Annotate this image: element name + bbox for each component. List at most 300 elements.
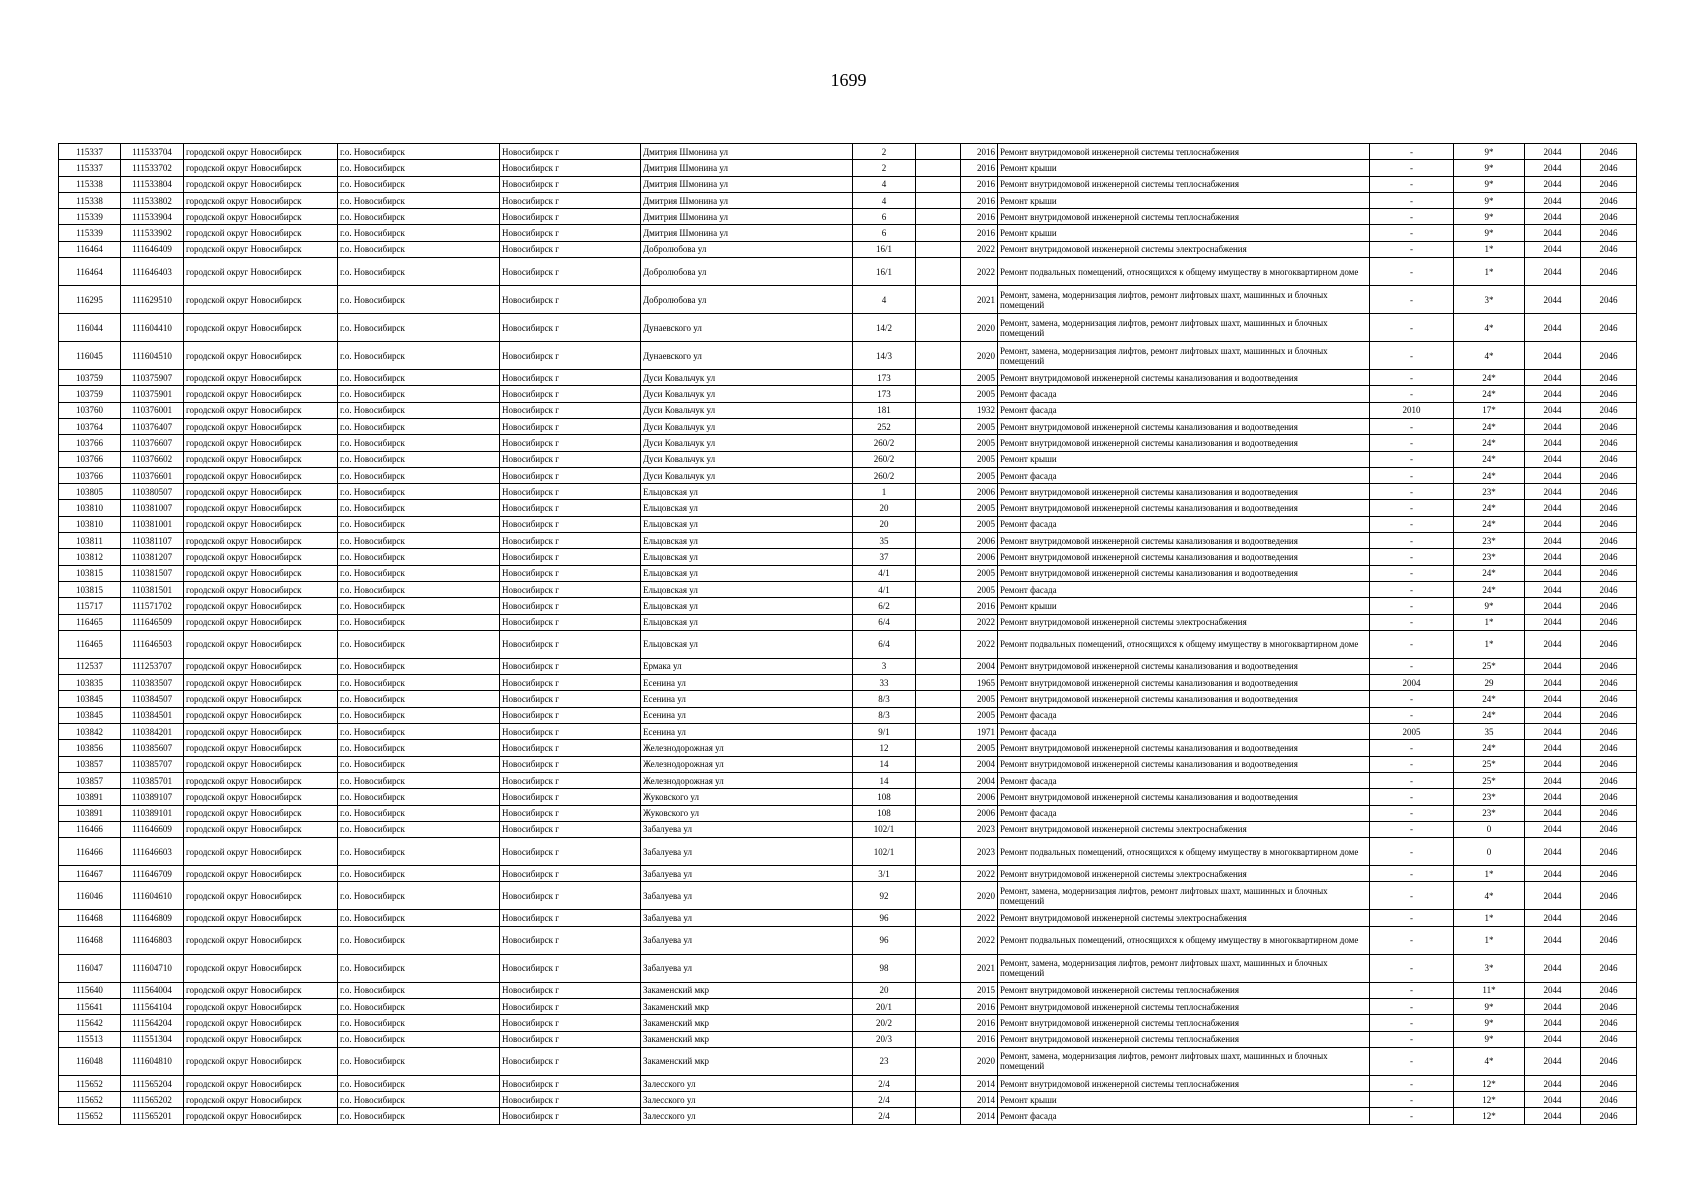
cell-building xyxy=(916,821,961,837)
cell-settlement: г.о. Новосибирск xyxy=(338,1108,500,1124)
cell-planned-start-year: 2044 xyxy=(1525,910,1581,926)
cell-street: Железнодорожная ул xyxy=(641,756,853,772)
cell-building xyxy=(916,982,961,998)
cell-city: Новосибирск г xyxy=(500,614,641,630)
cell-planned-start-year: 2044 xyxy=(1525,225,1581,241)
cell-municipal-district: городской округ Новосибирск xyxy=(184,707,338,723)
cell-city: Новосибирск г xyxy=(500,740,641,756)
cell-work-id: 110376601 xyxy=(121,467,184,483)
cell-house-id: 103759 xyxy=(59,386,121,402)
cell-street: Добролюбова ул xyxy=(641,241,853,257)
cell-year: 2022 xyxy=(961,910,998,926)
cell-service-life: 1* xyxy=(1454,866,1525,882)
cell-house-number: 4 xyxy=(853,286,916,314)
cell-city: Новосибирск г xyxy=(500,982,641,998)
cell-house-id: 103857 xyxy=(59,772,121,788)
cell-year: 2014 xyxy=(961,1075,998,1091)
cell-work-id: 110376407 xyxy=(121,418,184,434)
cell-building xyxy=(916,630,961,658)
cell-last-repair-year: - xyxy=(1370,740,1454,756)
cell-city: Новосибирск г xyxy=(500,1108,641,1124)
cell-last-repair-year: - xyxy=(1370,314,1454,342)
cell-year: 2016 xyxy=(961,225,998,241)
table-row xyxy=(59,707,1637,723)
cell-work-type: Ремонт внутридомовой инженерной системы электроснабжения xyxy=(998,866,1370,882)
cell-planned-start-year: 2044 xyxy=(1525,386,1581,402)
cell-building xyxy=(916,998,961,1014)
cell-city: Новосибирск г xyxy=(500,314,641,342)
cell-building xyxy=(916,707,961,723)
cell-municipal-district: городской округ Новосибирск xyxy=(184,658,338,674)
cell-street: Жуковского ул xyxy=(641,789,853,805)
cell-work-type: Ремонт внутридомовой инженерной системы канализования и водоотведения xyxy=(998,549,1370,565)
cell-planned-start-year: 2044 xyxy=(1525,1108,1581,1124)
cell-service-life: 25* xyxy=(1454,658,1525,674)
table-row xyxy=(59,821,1637,837)
cell-street: Дуси Ковальчук ул xyxy=(641,386,853,402)
cell-year: 2021 xyxy=(961,286,998,314)
cell-street: Забалуева ул xyxy=(641,838,853,866)
table-row xyxy=(59,342,1637,370)
cell-year: 1932 xyxy=(961,402,998,418)
cell-planned-start-year: 2044 xyxy=(1525,533,1581,549)
cell-house-number: 14/2 xyxy=(853,314,916,342)
cell-work-id: 110389107 xyxy=(121,789,184,805)
cell-house-id: 103766 xyxy=(59,435,121,451)
cell-house-id: 115337 xyxy=(59,160,121,176)
cell-work-id: 111646503 xyxy=(121,630,184,658)
cell-house-number: 2 xyxy=(853,144,916,160)
table-row xyxy=(59,882,1637,910)
cell-house-number: 12 xyxy=(853,740,916,756)
table-body xyxy=(59,144,1637,1125)
cell-planned-start-year: 2044 xyxy=(1525,805,1581,821)
cell-city: Новосибирск г xyxy=(500,805,641,821)
cell-year: 2020 xyxy=(961,342,998,370)
cell-work-type: Ремонт, замена, модернизация лифтов, ремонт лифтовых шахт, машинных и блочных помещений xyxy=(998,314,1370,342)
cell-year: 2005 xyxy=(961,500,998,516)
cell-year: 2015 xyxy=(961,982,998,998)
cell-service-life: 1* xyxy=(1454,258,1525,286)
cell-city: Новосибирск г xyxy=(500,691,641,707)
cell-house-number: 3/1 xyxy=(853,866,916,882)
cell-municipal-district: городской округ Новосибирск xyxy=(184,821,338,837)
cell-municipal-district: городской округ Новосибирск xyxy=(184,1075,338,1091)
cell-service-life: 11* xyxy=(1454,982,1525,998)
cell-municipal-district: городской округ Новосибирск xyxy=(184,756,338,772)
cell-house-id: 103815 xyxy=(59,565,121,581)
cell-service-life: 25* xyxy=(1454,772,1525,788)
cell-service-life: 17* xyxy=(1454,402,1525,418)
cell-work-type: Ремонт внутридомовой инженерной системы электроснабжения xyxy=(998,614,1370,630)
cell-planned-start-year: 2044 xyxy=(1525,821,1581,837)
cell-work-id: 111564104 xyxy=(121,998,184,1014)
cell-year: 2016 xyxy=(961,144,998,160)
cell-work-type: Ремонт фасада xyxy=(998,772,1370,788)
cell-municipal-district: городской округ Новосибирск xyxy=(184,370,338,386)
cell-building xyxy=(916,160,961,176)
cell-service-life: 9* xyxy=(1454,598,1525,614)
cell-city: Новосибирск г xyxy=(500,1092,641,1108)
cell-house-id: 116048 xyxy=(59,1047,121,1075)
cell-work-type: Ремонт крыши xyxy=(998,192,1370,208)
cell-house-id: 103810 xyxy=(59,500,121,516)
cell-house-id: 103891 xyxy=(59,789,121,805)
cell-year: 1971 xyxy=(961,724,998,740)
cell-municipal-district: городской округ Новосибирск xyxy=(184,838,338,866)
table-row xyxy=(59,724,1637,740)
cell-work-type: Ремонт фасада xyxy=(998,516,1370,532)
cell-service-life: 24* xyxy=(1454,707,1525,723)
cell-street: Ельцовская ул xyxy=(641,500,853,516)
cell-last-repair-year: - xyxy=(1370,241,1454,257)
cell-service-life: 24* xyxy=(1454,451,1525,467)
cell-city: Новосибирск г xyxy=(500,418,641,434)
cell-city: Новосибирск г xyxy=(500,160,641,176)
cell-municipal-district: городской округ Новосибирск xyxy=(184,882,338,910)
cell-work-id: 111629510 xyxy=(121,286,184,314)
cell-city: Новосибирск г xyxy=(500,954,641,982)
cell-planned-end-year: 2046 xyxy=(1581,144,1637,160)
cell-municipal-district: городской округ Новосибирск xyxy=(184,402,338,418)
cell-city: Новосибирск г xyxy=(500,789,641,805)
cell-building xyxy=(916,882,961,910)
cell-city: Новосибирск г xyxy=(500,342,641,370)
cell-building xyxy=(916,740,961,756)
cell-settlement: г.о. Новосибирск xyxy=(338,402,500,418)
cell-work-id: 111604510 xyxy=(121,342,184,370)
cell-street: Залесского ул xyxy=(641,1092,853,1108)
cell-last-repair-year: - xyxy=(1370,370,1454,386)
cell-planned-end-year: 2046 xyxy=(1581,789,1637,805)
cell-street: Есенина ул xyxy=(641,691,853,707)
cell-house-number: 6/2 xyxy=(853,598,916,614)
cell-planned-end-year: 2046 xyxy=(1581,998,1637,1014)
cell-building xyxy=(916,598,961,614)
cell-building xyxy=(916,1047,961,1075)
cell-work-type: Ремонт крыши xyxy=(998,598,1370,614)
cell-last-repair-year: - xyxy=(1370,838,1454,866)
cell-planned-end-year: 2046 xyxy=(1581,241,1637,257)
cell-municipal-district: городской округ Новосибирск xyxy=(184,926,338,954)
cell-service-life: 9* xyxy=(1454,1015,1525,1031)
cell-street: Забалуева ул xyxy=(641,821,853,837)
table-row xyxy=(59,549,1637,565)
cell-last-repair-year: - xyxy=(1370,225,1454,241)
cell-house-number: 98 xyxy=(853,954,916,982)
cell-planned-end-year: 2046 xyxy=(1581,484,1637,500)
cell-work-type: Ремонт внутридомовой инженерной системы канализования и водоотведения xyxy=(998,533,1370,549)
cell-year: 2022 xyxy=(961,258,998,286)
cell-building xyxy=(916,467,961,483)
cell-settlement: г.о. Новосибирск xyxy=(338,910,500,926)
cell-settlement: г.о. Новосибирск xyxy=(338,258,500,286)
cell-service-life: 9* xyxy=(1454,225,1525,241)
cell-house-id: 115640 xyxy=(59,982,121,998)
cell-last-repair-year: - xyxy=(1370,821,1454,837)
cell-city: Новосибирск г xyxy=(500,241,641,257)
cell-last-repair-year: - xyxy=(1370,209,1454,225)
cell-municipal-district: городской округ Новосибирск xyxy=(184,724,338,740)
cell-planned-start-year: 2044 xyxy=(1525,630,1581,658)
cell-planned-end-year: 2046 xyxy=(1581,675,1637,691)
cell-building xyxy=(916,838,961,866)
cell-planned-start-year: 2044 xyxy=(1525,658,1581,674)
cell-work-id: 110384501 xyxy=(121,707,184,723)
cell-house-id: 103764 xyxy=(59,418,121,434)
cell-service-life: 24* xyxy=(1454,581,1525,597)
cell-house-id: 115642 xyxy=(59,1015,121,1031)
cell-street: Ельцовская ул xyxy=(641,516,853,532)
cell-settlement: г.о. Новосибирск xyxy=(338,1031,500,1047)
cell-municipal-district: городской округ Новосибирск xyxy=(184,1015,338,1031)
cell-work-id: 110385701 xyxy=(121,772,184,788)
cell-work-id: 111646803 xyxy=(121,926,184,954)
cell-house-id: 116464 xyxy=(59,241,121,257)
cell-house-number: 102/1 xyxy=(853,838,916,866)
cell-year: 2014 xyxy=(961,1108,998,1124)
cell-last-repair-year: - xyxy=(1370,533,1454,549)
cell-planned-start-year: 2044 xyxy=(1525,516,1581,532)
cell-municipal-district: городской округ Новосибирск xyxy=(184,516,338,532)
cell-service-life: 1* xyxy=(1454,614,1525,630)
cell-work-type: Ремонт внутридомовой инженерной системы канализования и водоотведения xyxy=(998,435,1370,451)
cell-municipal-district: городской округ Новосибирск xyxy=(184,789,338,805)
cell-work-id: 110381001 xyxy=(121,516,184,532)
cell-year: 2016 xyxy=(961,1031,998,1047)
cell-last-repair-year: - xyxy=(1370,500,1454,516)
cell-last-repair-year: - xyxy=(1370,598,1454,614)
cell-building xyxy=(916,866,961,882)
cell-work-id: 110381007 xyxy=(121,500,184,516)
cell-last-repair-year: - xyxy=(1370,581,1454,597)
cell-work-id: 110381501 xyxy=(121,581,184,597)
cell-work-type: Ремонт фасада xyxy=(998,1108,1370,1124)
cell-last-repair-year: - xyxy=(1370,1047,1454,1075)
cell-last-repair-year: - xyxy=(1370,467,1454,483)
cell-service-life: 4* xyxy=(1454,314,1525,342)
table-row xyxy=(59,314,1637,342)
cell-work-id: 110376607 xyxy=(121,435,184,451)
cell-street: Дуси Ковальчук ул xyxy=(641,451,853,467)
cell-settlement: г.о. Новосибирск xyxy=(338,998,500,1014)
cell-building xyxy=(916,1031,961,1047)
cell-municipal-district: городской округ Новосибирск xyxy=(184,581,338,597)
cell-house-number: 20 xyxy=(853,516,916,532)
cell-work-type: Ремонт внутридомовой инженерной системы теплоснабжения xyxy=(998,1031,1370,1047)
cell-work-type: Ремонт фасада xyxy=(998,467,1370,483)
cell-year: 2022 xyxy=(961,241,998,257)
cell-planned-end-year: 2046 xyxy=(1581,549,1637,565)
cell-settlement: г.о. Новосибирск xyxy=(338,724,500,740)
cell-settlement: г.о. Новосибирск xyxy=(338,451,500,467)
cell-street: Ельцовская ул xyxy=(641,581,853,597)
cell-work-id: 110381207 xyxy=(121,549,184,565)
table-row xyxy=(59,1015,1637,1031)
cell-planned-start-year: 2044 xyxy=(1525,982,1581,998)
cell-city: Новосибирск г xyxy=(500,821,641,837)
cell-house-id: 103856 xyxy=(59,740,121,756)
cell-work-type: Ремонт фасада xyxy=(998,581,1370,597)
cell-settlement: г.о. Новосибирск xyxy=(338,314,500,342)
cell-city: Новосибирск г xyxy=(500,370,641,386)
cell-work-type: Ремонт внутридомовой инженерной системы теплоснабжения xyxy=(998,1015,1370,1031)
cell-planned-start-year: 2044 xyxy=(1525,838,1581,866)
cell-settlement: г.о. Новосибирск xyxy=(338,386,500,402)
cell-planned-end-year: 2046 xyxy=(1581,805,1637,821)
cell-service-life: 9* xyxy=(1454,998,1525,1014)
cell-work-id: 110385607 xyxy=(121,740,184,756)
cell-work-id: 111604710 xyxy=(121,954,184,982)
cell-planned-end-year: 2046 xyxy=(1581,286,1637,314)
table-row xyxy=(59,838,1637,866)
cell-street: Забалуева ул xyxy=(641,882,853,910)
cell-last-repair-year: - xyxy=(1370,549,1454,565)
cell-municipal-district: городской округ Новосибирск xyxy=(184,614,338,630)
cell-planned-start-year: 2044 xyxy=(1525,772,1581,788)
cell-planned-start-year: 2044 xyxy=(1525,418,1581,434)
cell-settlement: г.о. Новосибирск xyxy=(338,954,500,982)
cell-house-id: 116467 xyxy=(59,866,121,882)
table-row xyxy=(59,658,1637,674)
cell-year: 2006 xyxy=(961,484,998,500)
table-row xyxy=(59,533,1637,549)
cell-settlement: г.о. Новосибирск xyxy=(338,435,500,451)
cell-last-repair-year: - xyxy=(1370,286,1454,314)
cell-building xyxy=(916,926,961,954)
cell-last-repair-year: 2010 xyxy=(1370,402,1454,418)
cell-last-repair-year: - xyxy=(1370,882,1454,910)
cell-street: Дуси Ковальчук ул xyxy=(641,370,853,386)
table-row xyxy=(59,691,1637,707)
table-row xyxy=(59,286,1637,314)
cell-street: Есенина ул xyxy=(641,724,853,740)
cell-street: Ельцовская ул xyxy=(641,614,853,630)
cell-planned-start-year: 2044 xyxy=(1525,882,1581,910)
cell-municipal-district: городской округ Новосибирск xyxy=(184,1031,338,1047)
cell-building xyxy=(916,658,961,674)
cell-municipal-district: городской округ Новосибирск xyxy=(184,866,338,882)
cell-street: Добролюбова ул xyxy=(641,286,853,314)
cell-city: Новосибирск г xyxy=(500,192,641,208)
cell-street: Дмитрия Шмонина ул xyxy=(641,192,853,208)
cell-settlement: г.о. Новосибирск xyxy=(338,370,500,386)
cell-street: Ельцовская ул xyxy=(641,484,853,500)
cell-house-number: 20/2 xyxy=(853,1015,916,1031)
cell-planned-end-year: 2046 xyxy=(1581,451,1637,467)
cell-year: 2006 xyxy=(961,533,998,549)
cell-house-id: 115513 xyxy=(59,1031,121,1047)
cell-planned-end-year: 2046 xyxy=(1581,1047,1637,1075)
cell-street: Залесского ул xyxy=(641,1075,853,1091)
cell-building xyxy=(916,1092,961,1108)
table-row xyxy=(59,1047,1637,1075)
table-row xyxy=(59,772,1637,788)
table-row xyxy=(59,740,1637,756)
cell-city: Новосибирск г xyxy=(500,707,641,723)
cell-street: Закаменский мкр xyxy=(641,1015,853,1031)
cell-settlement: г.о. Новосибирск xyxy=(338,821,500,837)
cell-planned-start-year: 2044 xyxy=(1525,286,1581,314)
cell-city: Новосибирск г xyxy=(500,772,641,788)
cell-house-number: 102/1 xyxy=(853,821,916,837)
cell-street: Дунаевского ул xyxy=(641,314,853,342)
cell-planned-end-year: 2046 xyxy=(1581,724,1637,740)
cell-year: 2022 xyxy=(961,630,998,658)
table-row xyxy=(59,467,1637,483)
cell-work-id: 110389101 xyxy=(121,805,184,821)
cell-building xyxy=(916,675,961,691)
cell-house-id: 103835 xyxy=(59,675,121,691)
table-row xyxy=(59,144,1637,160)
cell-last-repair-year: - xyxy=(1370,910,1454,926)
cell-municipal-district: городской округ Новосибирск xyxy=(184,565,338,581)
cell-building xyxy=(916,176,961,192)
cell-house-id: 116295 xyxy=(59,286,121,314)
cell-planned-start-year: 2044 xyxy=(1525,484,1581,500)
cell-planned-end-year: 2046 xyxy=(1581,402,1637,418)
cell-work-type: Ремонт, замена, модернизация лифтов, ремонт лифтовых шахт, машинных и блочных помещений xyxy=(998,286,1370,314)
cell-service-life: 24* xyxy=(1454,418,1525,434)
cell-house-id: 112537 xyxy=(59,658,121,674)
cell-city: Новосибирск г xyxy=(500,882,641,910)
cell-settlement: г.о. Новосибирск xyxy=(338,926,500,954)
cell-planned-start-year: 2044 xyxy=(1525,467,1581,483)
cell-house-id: 116044 xyxy=(59,314,121,342)
cell-last-repair-year: - xyxy=(1370,342,1454,370)
table-row xyxy=(59,926,1637,954)
cell-municipal-district: городской округ Новосибирск xyxy=(184,675,338,691)
cell-city: Новосибирск г xyxy=(500,998,641,1014)
cell-work-type: Ремонт внутридомовой инженерной системы канализования и водоотведения xyxy=(998,691,1370,707)
cell-work-id: 110375901 xyxy=(121,386,184,402)
cell-street: Добролюбова ул xyxy=(641,258,853,286)
cell-work-type: Ремонт фасада xyxy=(998,707,1370,723)
cell-city: Новосибирск г xyxy=(500,658,641,674)
cell-house-id: 116468 xyxy=(59,910,121,926)
cell-work-type: Ремонт внутридомовой инженерной системы канализования и водоотведения xyxy=(998,500,1370,516)
cell-settlement: г.о. Новосибирск xyxy=(338,533,500,549)
cell-year: 2016 xyxy=(961,209,998,225)
cell-year: 2016 xyxy=(961,1015,998,1031)
cell-planned-end-year: 2046 xyxy=(1581,614,1637,630)
cell-planned-end-year: 2046 xyxy=(1581,435,1637,451)
cell-building xyxy=(916,286,961,314)
cell-house-id: 115652 xyxy=(59,1108,121,1124)
cell-work-type: Ремонт внутридомовой инженерной системы теплоснабжения xyxy=(998,176,1370,192)
cell-service-life: 12* xyxy=(1454,1108,1525,1124)
cell-municipal-district: городской округ Новосибирск xyxy=(184,286,338,314)
cell-service-life: 23* xyxy=(1454,484,1525,500)
table-row xyxy=(59,630,1637,658)
cell-last-repair-year: - xyxy=(1370,258,1454,286)
table-row xyxy=(59,1108,1637,1124)
cell-city: Новосибирск г xyxy=(500,144,641,160)
cell-work-id: 111533902 xyxy=(121,225,184,241)
cell-building xyxy=(916,1015,961,1031)
cell-settlement: г.о. Новосибирск xyxy=(338,225,500,241)
cell-city: Новосибирск г xyxy=(500,533,641,549)
cell-house-id: 115338 xyxy=(59,176,121,192)
cell-municipal-district: городской округ Новосибирск xyxy=(184,598,338,614)
cell-municipal-district: городской округ Новосибирск xyxy=(184,982,338,998)
cell-work-id: 110376602 xyxy=(121,451,184,467)
cell-house-id: 115338 xyxy=(59,192,121,208)
cell-planned-end-year: 2046 xyxy=(1581,772,1637,788)
cell-service-life: 24* xyxy=(1454,386,1525,402)
cell-street: Ельцовская ул xyxy=(641,565,853,581)
cell-work-type: Ремонт крыши xyxy=(998,160,1370,176)
